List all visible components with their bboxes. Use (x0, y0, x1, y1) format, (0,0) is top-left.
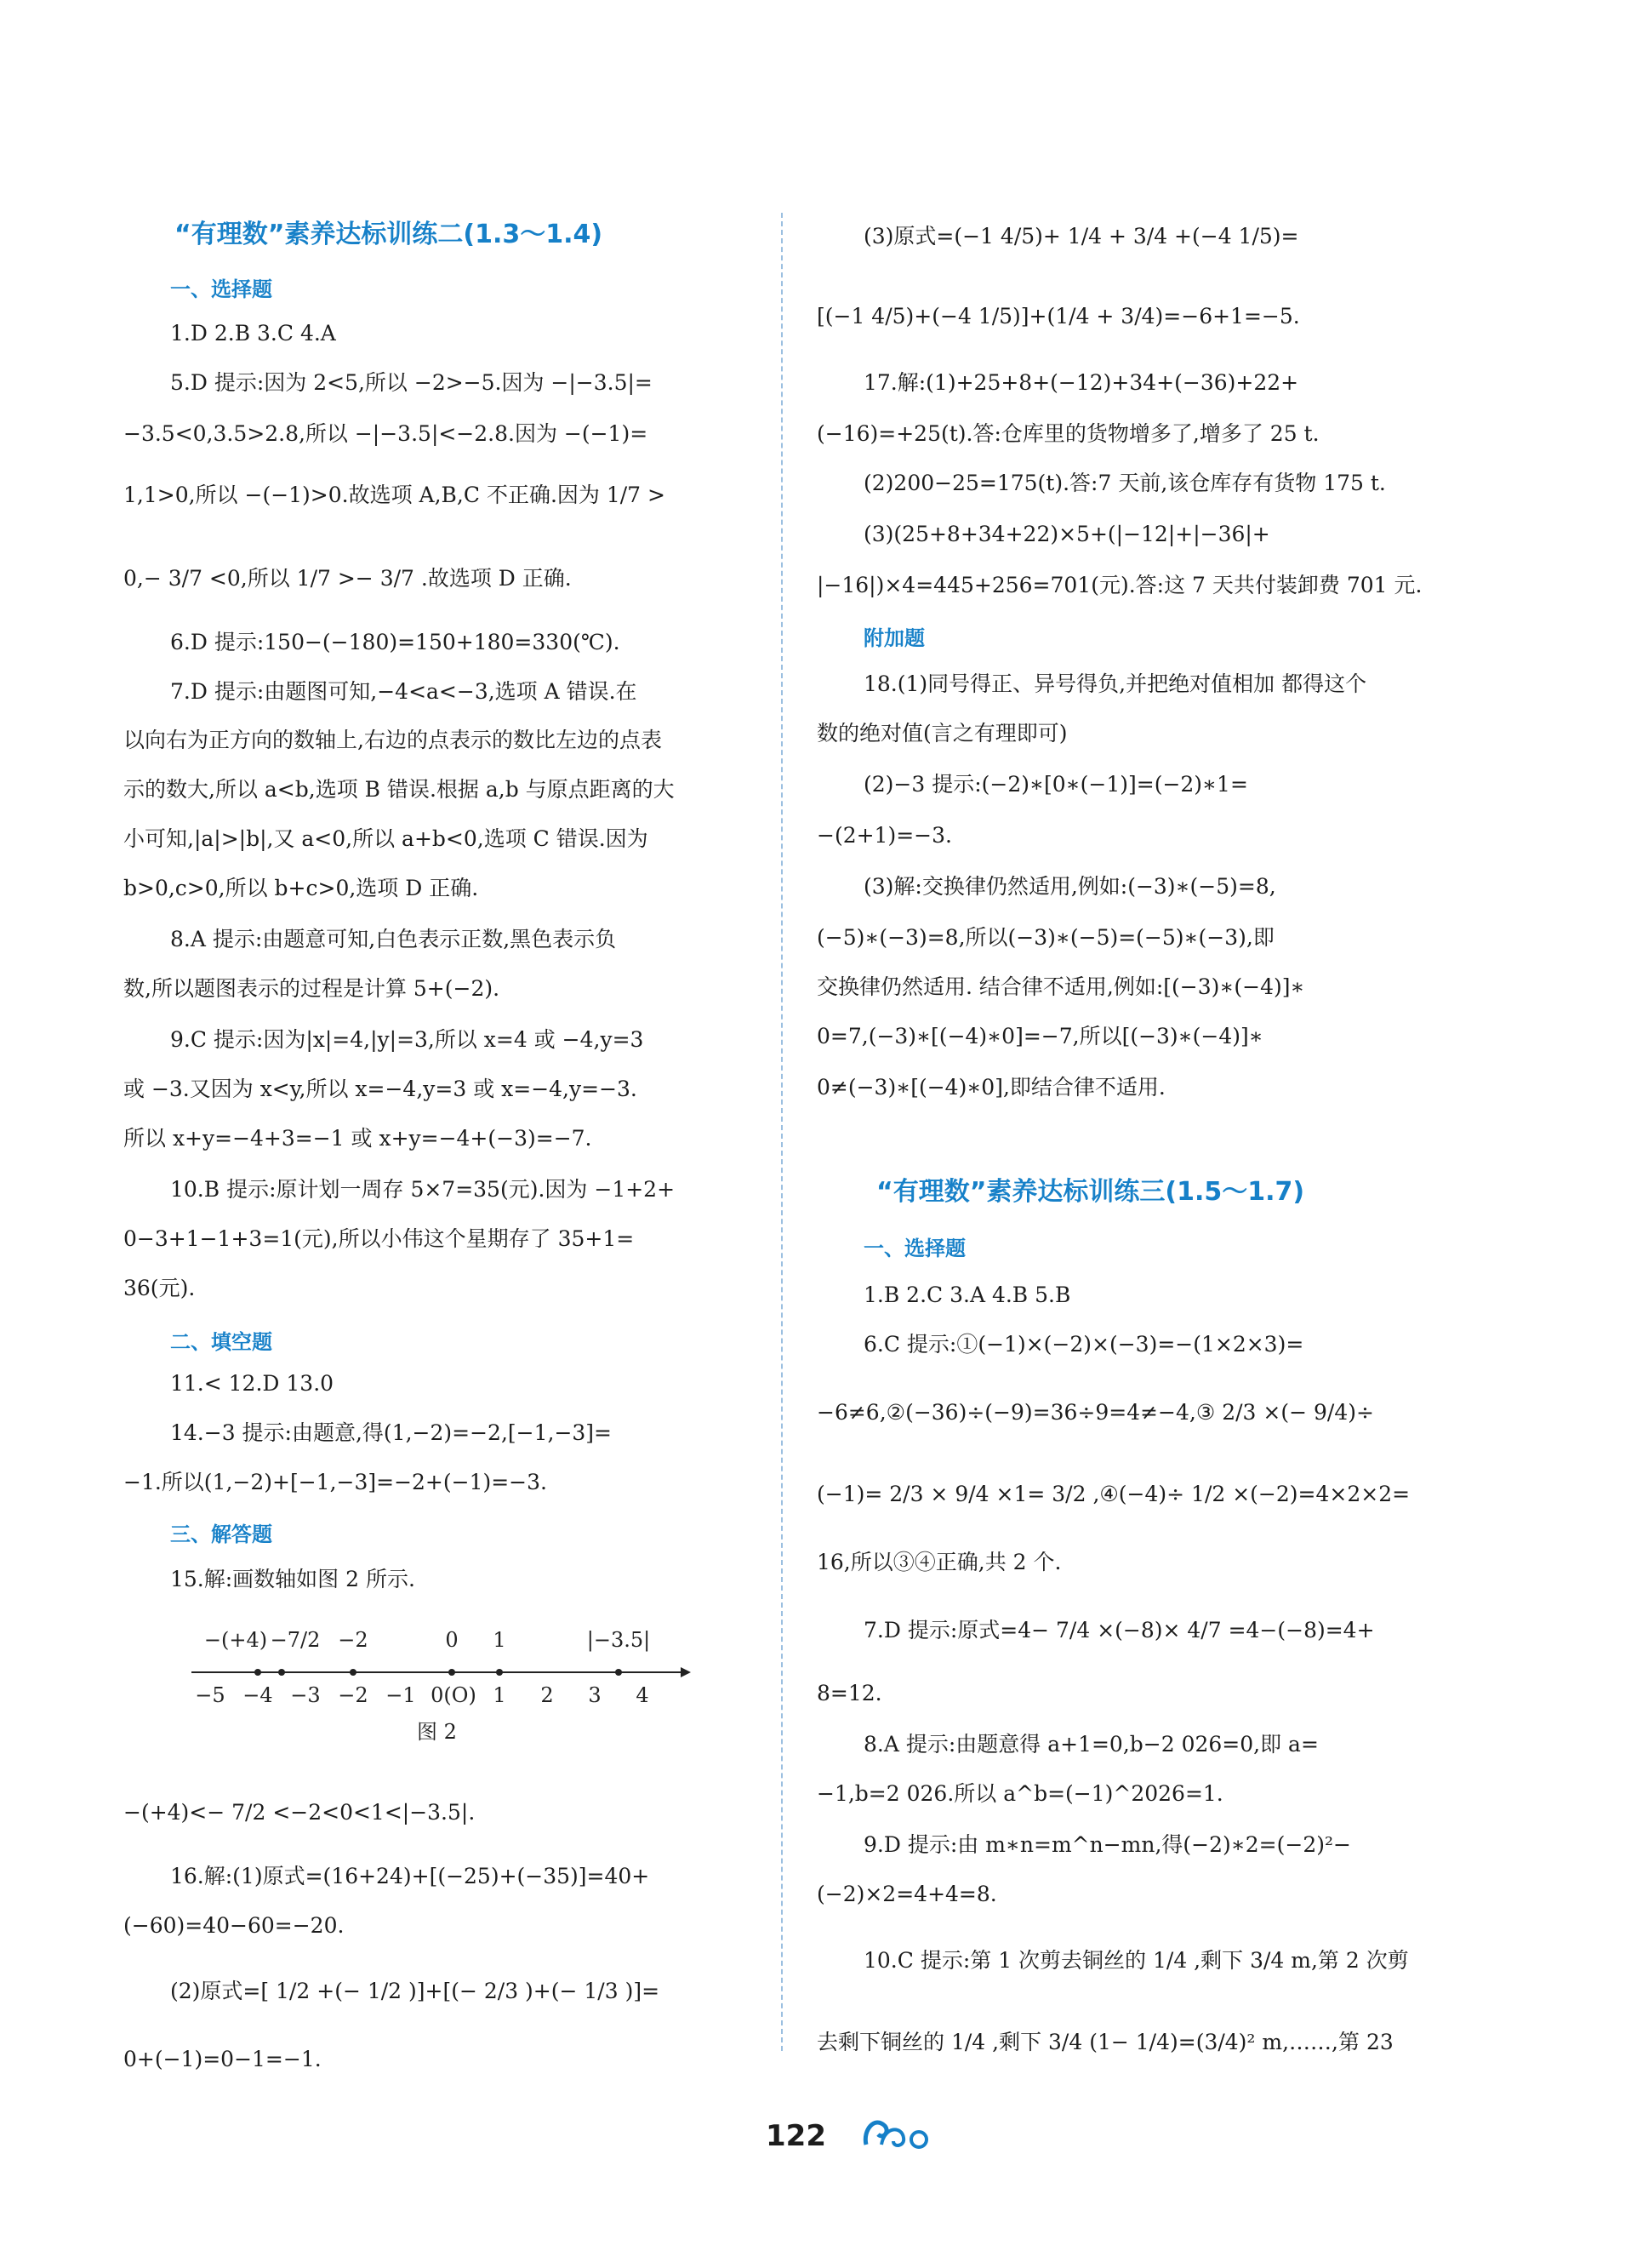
answer-line: (−60)=40−60=−20. (123, 1913, 345, 1938)
answer-line: b>0,c>0,所以 b+c>0,选项 D 正确. (123, 876, 479, 900)
answer-line: 7.D 提示:由题图可知,−4<a<−3,选项 A 错误.在 (170, 679, 637, 704)
answer-line: 6.C 提示:①(−1)×(−2)×(−3)=−(1×2×3)= (864, 1332, 1304, 1357)
tick-label: −2 (338, 1683, 368, 1707)
answer-line: 1,1>0,所以 −(−1)>0.故选项 A,B,C 不正确.因为 1/7 > (123, 483, 665, 507)
answer-line: (3)解:交换律仍然适用,例如:(−3)∗(−5)=8, (864, 874, 1276, 899)
answer-line: (3)原式=(−1 4/5)+ 1/4 + 3/4 +(−4 1/5)= (864, 224, 1299, 249)
answer-line: (−5)∗(−3)=8,所以(−3)∗(−5)=(−5)∗(−3),即 (817, 925, 1275, 950)
answer-line: (2)原式=[ 1/2 +(− 1/2 )]+[(− 2/3 )+(− 1/3 )]= (170, 1979, 660, 2003)
answer-line: 17.解:(1)+25+8+(−12)+34+(−36)+22+ (864, 370, 1299, 395)
answer-line: (−1)= 2/3 × 9/4 ×1= 3/2 ,④(−4)÷ 1/2 ×(−2)=4×2×2= (817, 1482, 1411, 1506)
answer-line: 数的绝对值(言之有理即可) (817, 721, 1068, 746)
answer-line: (2)−3 提示:(−2)∗[0∗(−1)]=(−2)∗1= (864, 772, 1248, 797)
answer-line: |−16|)×4=445+256=701(元).答:这 7 天共付装卸费 701 元. (817, 573, 1423, 597)
answer-line: −1,b=2 026.所以 a^b=(−1)^2026=1. (817, 1781, 1223, 1806)
answer-line: 8=12. (817, 1681, 882, 1705)
point-label: −2 (338, 1628, 368, 1652)
answer-line: (2)200−25=175(t).答:7 天前,该仓库存有货物 175 t. (864, 471, 1386, 495)
point-label: 0 (445, 1628, 459, 1652)
answer-line: 0≠(−3)∗[(−4)∗0],即结合律不适用. (817, 1075, 1166, 1100)
divider (781, 213, 783, 2051)
answer-line: 1.B 2.C 3.A 4.B 5.B (864, 1283, 1071, 1307)
answer-line: 11.< 12.D 13.0 (170, 1371, 334, 1396)
point-label: −(+4) (203, 1628, 268, 1652)
answer-line: 0,− 3/7 <0,所以 1/7 >− 3/7 .故选项 D 正确. (123, 566, 572, 591)
answer-line: 9.D 提示:由 m∗n=m^n−mn,得(−2)∗2=(−2)²− (864, 1832, 1351, 1857)
swirl-logo-icon (859, 2109, 936, 2151)
answer-line: 9.C 提示:因为|x|=4,|y|=3,所以 x=4 或 −4,y=3 (170, 1027, 644, 1052)
answer-line: 0=7,(−3)∗[(−4)∗0]=−7,所以[(−3)∗(−4)]∗ (817, 1024, 1263, 1048)
answer-line: 8.A 提示:由题意可知,白色表示正数,黑色表示负 (170, 927, 617, 951)
answer-line: 所以 x+y=−4+3=−1 或 x+y=−4+(−3)=−7. (123, 1126, 592, 1151)
answer-line: 以向右为正方向的数轴上,右边的点表示的数比左边的点表 (123, 728, 662, 752)
tick-label: 0(O) (431, 1683, 476, 1707)
figure-caption: 图 2 (417, 1720, 457, 1744)
answer-line: 16.解:(1)原式=(16+24)+[(−25)+(−35)]=40+ (170, 1864, 650, 1888)
answer-line: 10.C 提示:第 1 次剪去铜丝的 1/4 ,剩下 3/4 m,第 2 次剪 (864, 1948, 1409, 1973)
answer-line: −3.5<0,3.5>2.8,所以 −|−3.5|<−2.8.因为 −(−1)= (123, 421, 648, 446)
heading-choice-2: 一、选择题 (864, 1237, 966, 1260)
point-label: −7/2 (270, 1628, 321, 1652)
point-label: 1 (493, 1628, 506, 1652)
tick-label: 4 (636, 1683, 649, 1707)
answer-line: 1.D 2.B 3.C 4.A (170, 321, 336, 346)
answer-line: 36(元). (123, 1276, 196, 1300)
answer-line: 18.(1)同号得正、异号得负,并把绝对值相加 都得这个 (864, 671, 1367, 696)
answer-line: 示的数大,所以 a<b,选项 B 错误.根据 a,b 与原点距离的大 (123, 777, 675, 802)
answer-line: (−2)×2=4+4=8. (817, 1882, 997, 1906)
answer-line: 或 −3.又因为 x<y,所以 x=−4,y=3 或 x=−4,y=−3. (123, 1077, 637, 1101)
answer-line: 6.D 提示:150−(−180)=150+180=330(℃). (170, 630, 620, 654)
tick-label: −4 (242, 1683, 273, 1707)
answer-line: (−16)=+25(t).答:仓库里的货物增多了,增多了 25 t. (817, 421, 1320, 446)
answer-line: −(+4)<− 7/2 <−2<0<1<|−3.5|. (123, 1800, 476, 1825)
answer-line: 小可知,|a|>|b|,又 a<0,所以 a+b<0,选项 C 错误.因为 (123, 826, 648, 851)
section-title-3: “有理数”素养达标训练三(1.5～1.7) (876, 1177, 1305, 1207)
answer-line: 0+(−1)=0−1=−1. (123, 2047, 322, 2071)
point-label: |−3.5| (586, 1628, 651, 1652)
answer-line: 8.A 提示:由题意得 a+1=0,b−2 026=0,即 a= (864, 1732, 1319, 1757)
section-title-2: “有理数”素养达标训练二(1.3～1.4) (174, 220, 603, 249)
answer-line: 7.D 提示:原式=4− 7/4 ×(−8)× 4/7 =4−(−8)=4+ (864, 1618, 1375, 1642)
answer-line: (3)(25+8+34+22)×5+(|−12|+|−36|+ (864, 522, 1270, 546)
heading-solve: 三、解答题 (170, 1522, 272, 1546)
answer-line: 交换律仍然适用. 结合律不适用,例如:[(−3)∗(−4)]∗ (817, 974, 1305, 999)
answer-line: 16,所以③④正确,共 2 个. (817, 1550, 1062, 1574)
answer-line: 数,所以题图表示的过程是计算 5+(−2). (123, 976, 500, 1001)
answer-line: 5.D 提示:因为 2<5,所以 −2>−5.因为 −|−3.5|= (170, 370, 653, 395)
answer-line: 去剩下铜丝的 1/4 ,剩下 3/4 (1− 1/4)=(3/4)² m,……,第 23 (817, 2030, 1394, 2054)
tick-label: −3 (290, 1683, 321, 1707)
answer-line: 15.解:画数轴如图 2 所示. (170, 1567, 415, 1591)
answer-line: 10.B 提示:原计划一周存 5×7=35(元).因为 −1+2+ (170, 1177, 676, 1202)
heading-extra: 附加题 (864, 626, 925, 650)
page-number: 122 (766, 2119, 826, 2153)
tick-label: 2 (540, 1683, 554, 1707)
answer-line: −(2+1)=−3. (817, 823, 952, 848)
tick-label: −5 (195, 1683, 225, 1707)
answer-line: −1.所以(1,−2)+[−1,−3]=−2+(−1)=−3. (123, 1470, 547, 1494)
answer-line: −6≠6,②(−36)÷(−9)=36÷9=4≠−4,③ 2/3 ×(− 9/4)÷ (817, 1400, 1374, 1425)
number-line-figure (183, 1621, 693, 1715)
heading-choice: 一、选择题 (170, 277, 272, 301)
answer-line: 14.−3 提示:由题意,得(1,−2)=−2,[−1,−3]= (170, 1420, 612, 1445)
tick-label: −1 (385, 1683, 416, 1707)
tick-label: 3 (588, 1683, 602, 1707)
heading-fill: 二、填空题 (170, 1330, 272, 1354)
tick-label: 1 (493, 1683, 506, 1707)
answer-line: [(−1 4/5)+(−4 1/5)]+(1/4 + 3/4)=−6+1=−5. (817, 304, 1300, 328)
answer-line: 0−3+1−1+3=1(元),所以小伟这个星期存了 35+1= (123, 1226, 635, 1251)
